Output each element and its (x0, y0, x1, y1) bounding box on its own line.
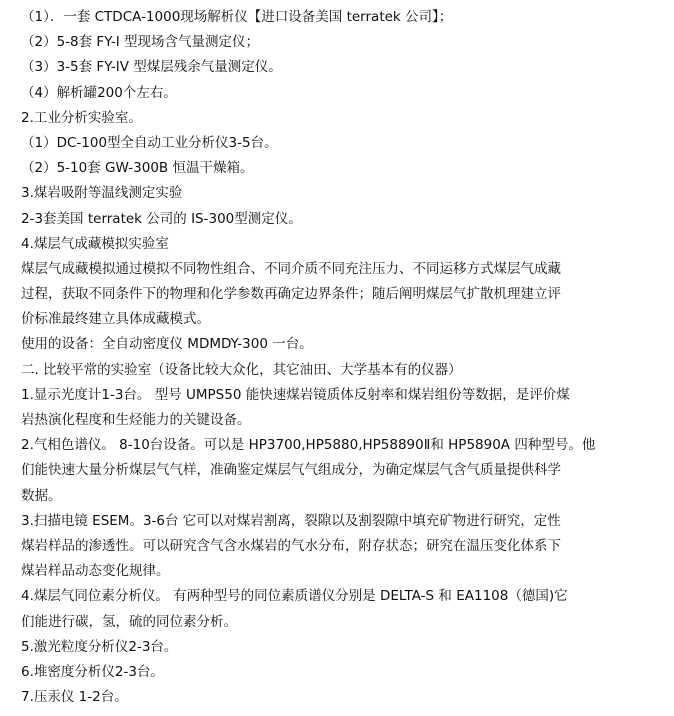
paragraph-line: 数据。 (21, 487, 62, 504)
paragraph-line: 2.气相色谱仪。 8-10台设备。可以是 HP3700,HP5880,HP58890Ⅱ和 HP5890A 四种型号。他 (21, 437, 596, 454)
paragraph-line: 过程，获取不同条件下的物理和化学参数再确定边界条件；随后阐明煤层气扩散机理建立评 (21, 286, 561, 303)
text-line: （1）．一套 CTDCA-1000现场解析仪【进口设备美国 terratek 公司】； (21, 9, 453, 25)
text-line: （2）5-10套 GW-300B 恒温干燥箱。 (21, 160, 254, 177)
section-heading: 2.工业分析实验室。 (21, 109, 142, 126)
section-heading: 二. 比较平常的实验室（设备比较大众化，其它油田、大学基本有的仪器） (21, 361, 462, 378)
section-heading: 4.煤层气成藏模拟实验室 (21, 235, 169, 252)
text-line: （4）解析罐200个左右。 (21, 84, 177, 101)
paragraph-line: 1.显示光度计1-3台。 型号 UMPS50 能快速煤岩镜质体反射率和煤岩组份等数据，是评价煤 (21, 386, 570, 403)
text-line: 5.激光粒度分析仪2-3台。 (21, 638, 178, 655)
paragraph-line: 煤岩样品动态变化规律。 (21, 563, 170, 580)
text-line: 2-3套美国 terratek 公司的 IS-300型测定仪。 (21, 210, 302, 227)
text-line: 6.堆密度分析仪2-3台。 (21, 663, 164, 680)
text-line: 使用的设备：全自动密度仪 MDMDY-300 一台。 (21, 336, 313, 353)
section-heading: 3.煤岩吸附等温线测定实验 (21, 185, 183, 202)
paragraph-line: 们能进行碳，氢，硫的同位素分析。 (21, 613, 237, 630)
paragraph-line: 3.扫描电镜 ESEM。3-6台 它可以对煤岩割离，裂隙以及割裂隙中填充矿物进行研究，定性 (21, 512, 561, 529)
paragraph-line: 煤层气成藏模拟通过模拟不同物性组合、不同介质不同充注压力、不同运移方式煤层气成藏 (21, 260, 561, 277)
paragraph-line: 4.煤层气同位素分析仪。 有两种型号的同位素质谱仪分别是 DELTA-S 和 EA1108（德国)它 (21, 588, 568, 605)
text-line: （2）5-8套 FY-I 型现场含气量测定仪； (21, 34, 259, 51)
paragraph-line: 岩热演化程度和生烃能力的关键设备。 (21, 412, 251, 428)
text-line: 7.压汞仪 1-2台。 (21, 689, 128, 706)
paragraph-line: 价标准最终建立具体成藏模式。 (21, 311, 210, 328)
paragraph-line: 们能快速大量分析煤层气气样，准确鉴定煤层气气组成分，为确定煤层气含气质量提供科学 (21, 462, 561, 479)
text-line: （3）3-5套 FY-IV 型煤层残余气量测定仪。 (21, 59, 282, 76)
text-line: （1）DC-100型全自动工业分析仪3-5台。 (21, 134, 278, 151)
paragraph-line: 煤岩样品的渗透性。可以研究含气含水煤岩的气水分布，附存状态；研究在温压变化体系下 (21, 537, 561, 554)
